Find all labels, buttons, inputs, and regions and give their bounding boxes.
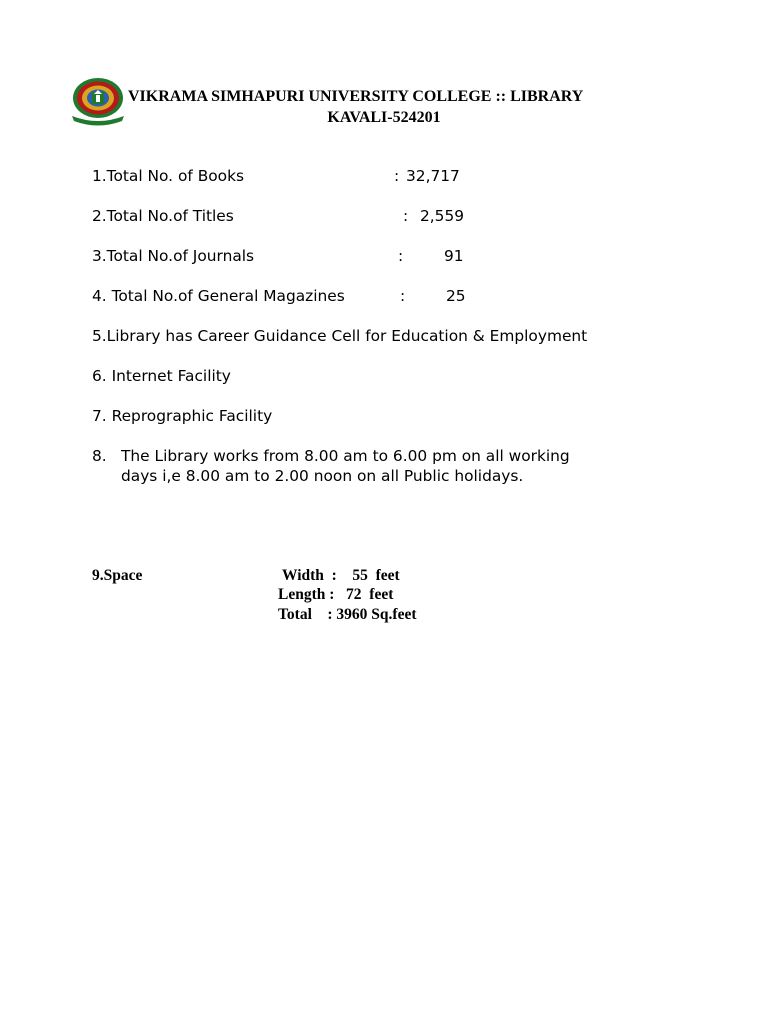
list-item: 7. Reprographic Facility <box>92 407 273 425</box>
item-label: 2.Total No.of Titles <box>92 207 234 225</box>
item-label: 1.Total No. of Books <box>92 167 245 185</box>
item-value: 25 <box>446 287 466 305</box>
space-width: Width : 55 feet <box>282 567 400 584</box>
page-title: VIKRAMA SIMHAPURI UNIVERSITY COLLEGE :: LIBRARY <box>128 88 584 105</box>
item-text-line: The Library works from 8.00 am to 6.00 pm on all working <box>121 447 570 465</box>
item-value: 91 <box>444 247 464 265</box>
item-value: 2,559 <box>420 207 465 225</box>
item-value: 32,717 <box>406 167 460 185</box>
item-separator: : <box>403 207 409 225</box>
space-length: Length : 72 feet <box>278 586 394 603</box>
space-total: Total : 3960 Sq.feet <box>278 606 417 623</box>
item-separator: : <box>398 247 404 265</box>
item-text-line: days i,e 8.00 am to 2.00 noon on all Public holidays. <box>121 467 524 485</box>
item-separator: : <box>394 167 400 185</box>
list-item: 6. Internet Facility <box>92 367 231 385</box>
item-label: 4. Total No.of General Magazines <box>92 287 345 305</box>
item-separator: : <box>400 287 406 305</box>
page-subtitle: KAVALI-524201 <box>327 109 441 126</box>
item-label: 3.Total No.of Journals <box>92 247 255 265</box>
space-label: 9.Space <box>92 567 143 584</box>
item-number: 8. <box>92 447 107 465</box>
list-item: 5.Library has Career Guidance Cell for Education & Employment <box>92 327 588 345</box>
